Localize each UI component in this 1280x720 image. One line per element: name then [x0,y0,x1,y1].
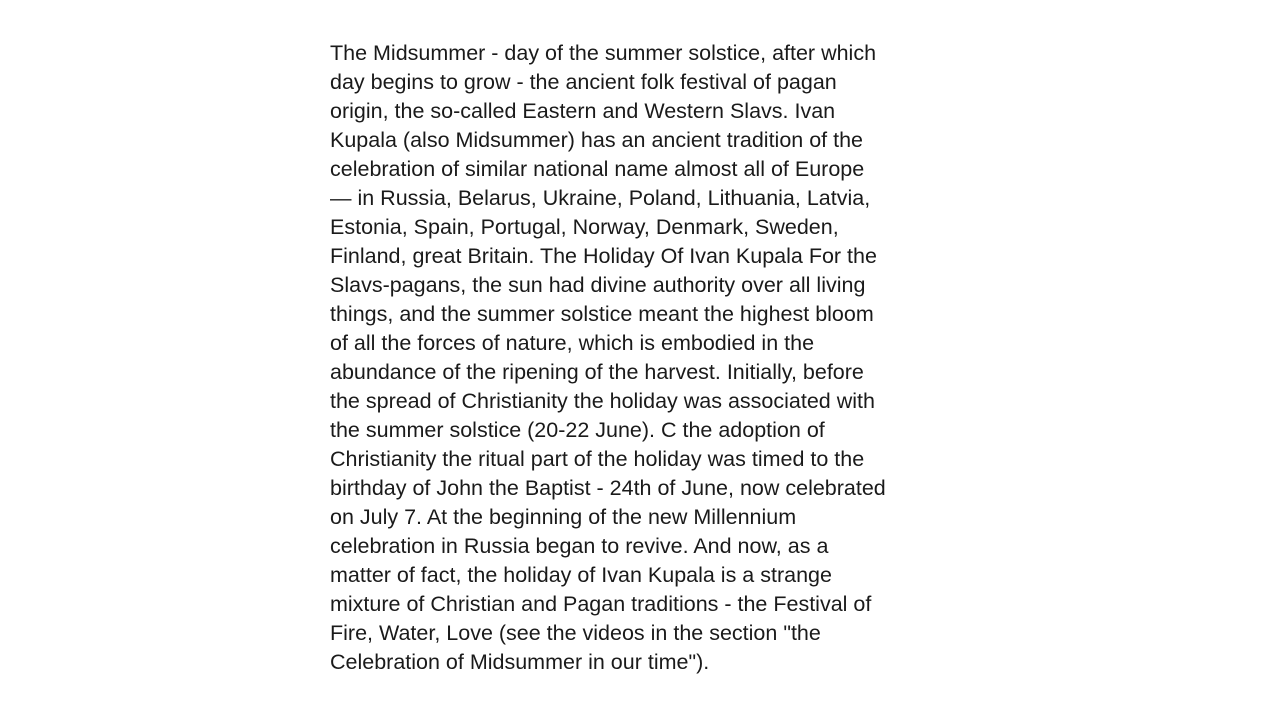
text-line: abundance of the ripening of the harvest. Initially, before [330,360,864,384]
text-line: of all the forces of nature, which is embodied in the [330,331,815,355]
text-line: birthday of John the Baptist - 24th of June, now celebrated [330,476,886,500]
text-line: — in Russia, Belarus, Ukraine, Poland, Lithuania, Latvia, [330,186,871,210]
text-line: Christianity the ritual part of the holiday was timed to the [330,447,865,471]
text-line: Fire, Water, Love (see the videos in the section "the [330,621,821,645]
text-line: Finland, great Britain. The Holiday Of Ivan Kupala For the [330,244,877,268]
text-line: mixture of Christian and Pagan traditions - the Festival of [330,592,872,616]
text-line: celebration in Russia began to revive. And now, as a [330,534,829,558]
text-line: The Midsummer - day of the summer solstice, after which [330,41,877,65]
text-line: things, and the summer solstice meant the highest bloom [330,302,874,326]
text-line: Kupala (also Midsummer) has an ancient tradition of the [330,128,863,152]
text-line: Estonia, Spain, Portugal, Norway, Denmark, Sweden, [330,215,839,239]
text-line: the summer solstice (20-22 June). C the adoption of [330,418,825,442]
midsummer-paragraph [330,39,970,677]
text-line: Celebration of Midsummer in our time"). [330,650,710,674]
text-line: matter of fact, the holiday of Ivan Kupala is a strange [330,563,832,587]
text-line: celebration of similar national name almost all of Europe [330,157,865,181]
text-line: Slavs-pagans, the sun had divine authority over all living [330,273,866,297]
text-line: the spread of Christianity the holiday was associated with [330,389,875,413]
text-line: origin, the so-called Eastern and Western Slavs. Ivan [330,99,836,123]
text-line: on July 7. At the beginning of the new Millennium [330,505,797,529]
text-line: day begins to grow - the ancient folk festival of pagan [330,70,837,94]
